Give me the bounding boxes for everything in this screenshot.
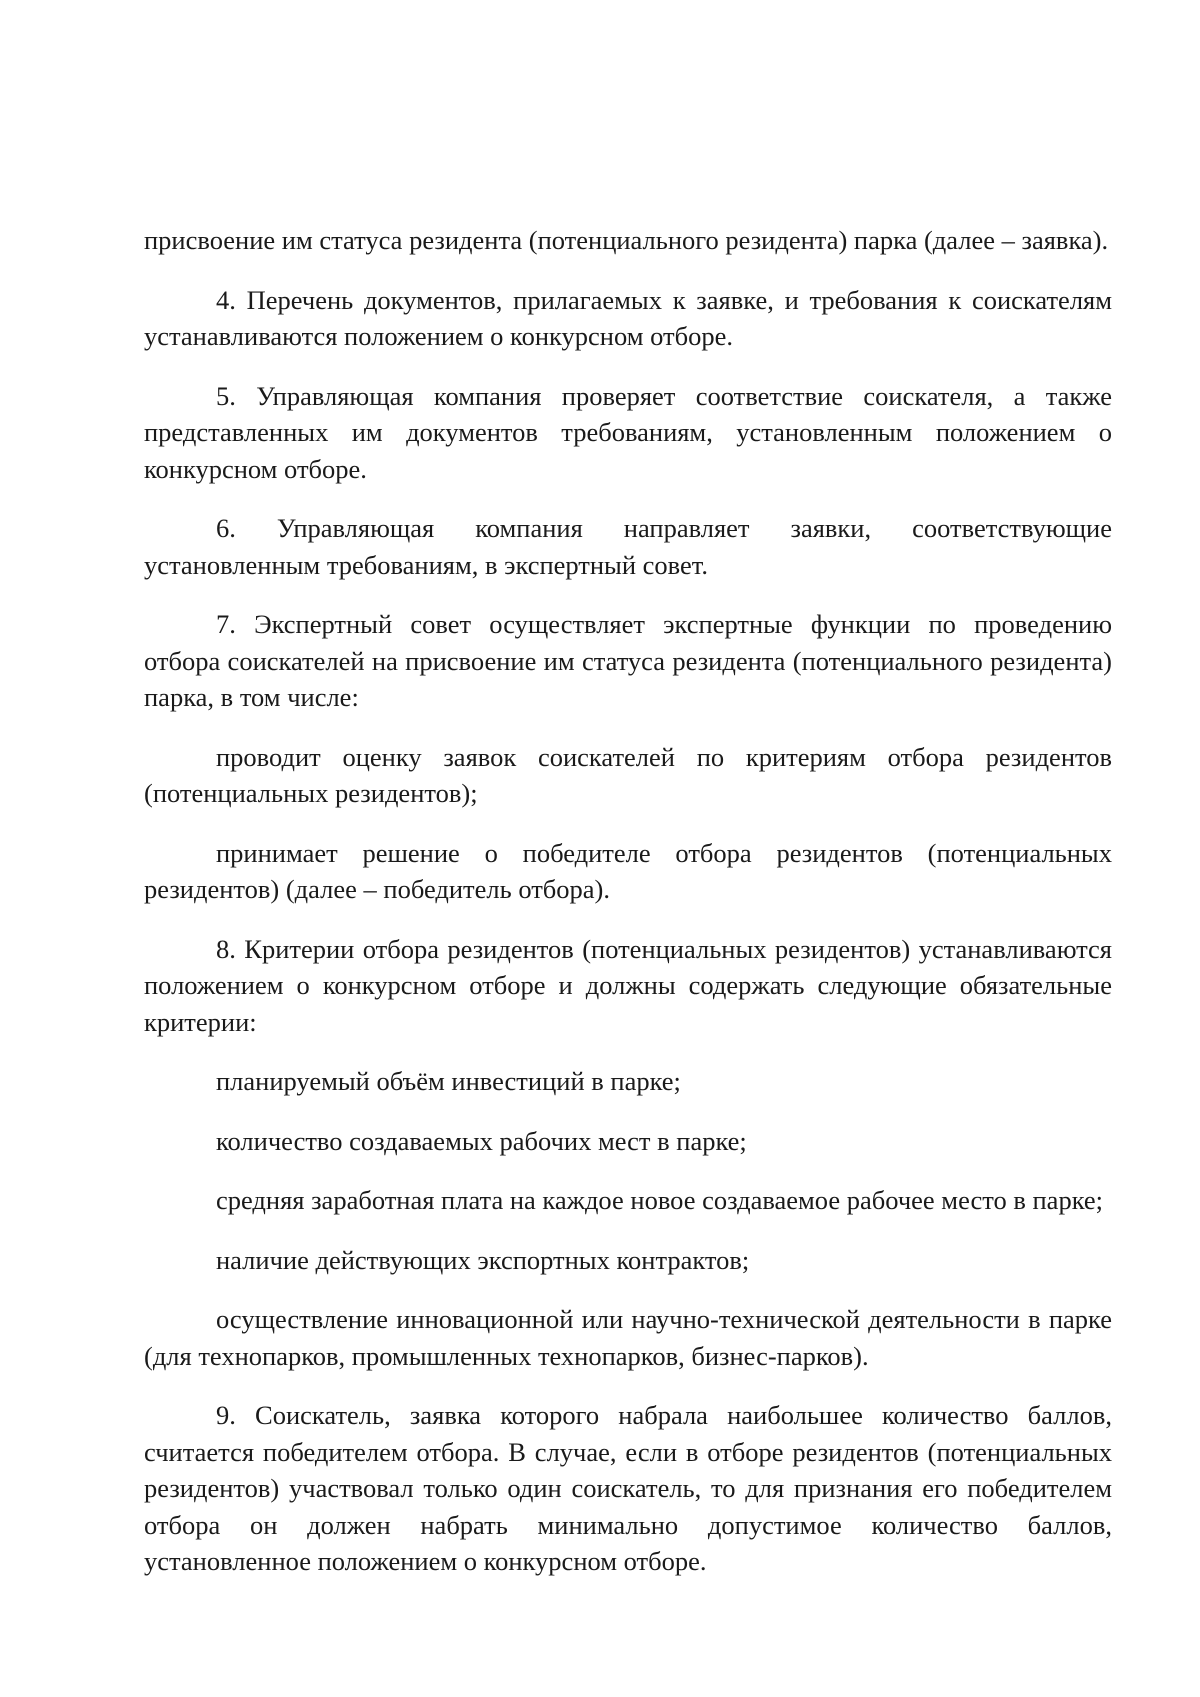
- criterion-jobs: количество создаваемых рабочих мест в парке;: [216, 1125, 747, 1156]
- paragraph-continuation: присвоение им статуса резидента (потенциального резидента) парка (далее – заявка).: [144, 225, 1109, 255]
- paragraph-subitem-decision: принимает решение о победителе отбора резидентов (потенциальных резидентов) (далее – победитель отбора).: [144, 837, 1112, 904]
- paragraph-subitem-evaluate: проводит оценку заявок соискателей по критериям отбора резидентов (потенциальных резидентов);: [144, 741, 1112, 808]
- paragraph-item-4: 4. Перечень документов, прилагаемых к заявке, и требования к соискателям устанавливаются положением о конкурсном отборе.: [144, 284, 1112, 351]
- paragraph-item-8: 8. Критерии отбора резидентов (потенциальных резидентов) устанавливаются положением о конкурсном отборе и должны содержать следующие обязательные критерии:: [144, 933, 1112, 1037]
- paragraph-item-6: 6. Управляющая компания направляет заявки, соответствующие установленным требованиям, в экспертный совет.: [144, 513, 1112, 580]
- document-page: [144, 222, 1112, 1580]
- paragraph-item-9: 9. Соискатель, заявка которого набрала наибольшее количество баллов, считается победителем отбора. В случае, если в отборе резидентов (потенциальных резидентов) участвовал только один соискатель, то для признания его победителем отбора он должен набрать минимально допустимое количество баллов, установленное положением о конкурсном отборе.: [144, 1400, 1112, 1576]
- paragraph-item-7: 7. Экспертный совет осуществляет экспертные функции по проведению отбора соискателей на присвоение им статуса резидента (потенциального резидента) парка, в том числе:: [144, 609, 1112, 712]
- criterion-investment: планируемый объём инвестиций в парке;: [216, 1066, 681, 1096]
- criterion-innovation: осуществление инновационной или научно-технической деятельности в парке (для технопарков, промышленных технопарков, бизнес-парков).: [144, 1304, 1112, 1371]
- criterion-export: наличие действующих экспортных контрактов;: [216, 1244, 750, 1275]
- paragraph-item-5: 5. Управляющая компания проверяет соответствие соискателя, а также представленных им документов требованиям, установленным положением о конкурсном отборе.: [144, 380, 1112, 484]
- criterion-salary: средняя заработная плата на каждое новое создаваемое рабочее место в парке;: [216, 1185, 1104, 1215]
